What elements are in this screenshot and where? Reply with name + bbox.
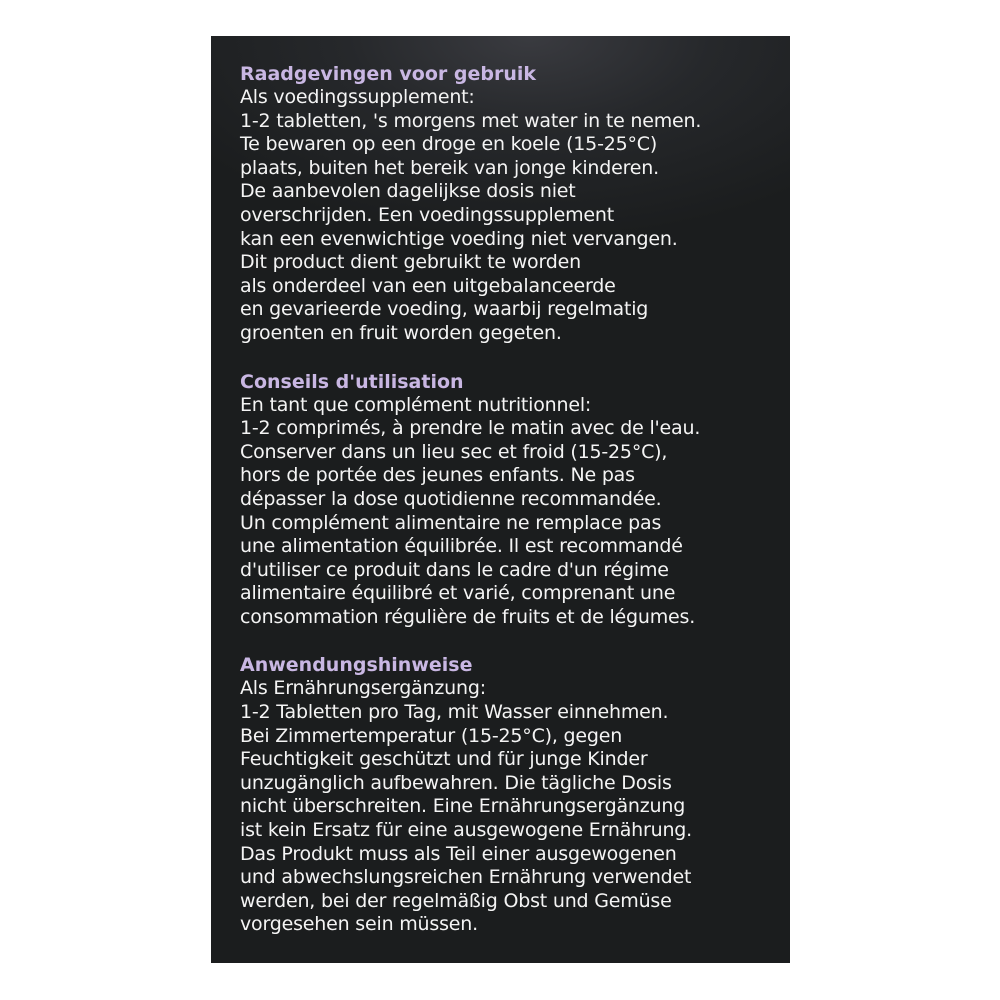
section-french bbox=[240, 370, 790, 630]
text-line: consommation régulière de fruits et de légumes. bbox=[240, 605, 696, 628]
text-line: Conserver dans un lieu sec et froid (15-25°C), bbox=[240, 440, 668, 463]
text-line: Bei Zimmertemperatur (15-25°C), gegen bbox=[240, 724, 623, 747]
text-line: En tant que complément nutritionnel: bbox=[240, 393, 592, 416]
text-line: vorgesehen sein müssen. bbox=[240, 913, 478, 936]
text-line: Feuchtigkeit geschützt und für junge Kinder bbox=[240, 748, 648, 771]
text-line: Un complément alimentaire ne remplace pas bbox=[240, 511, 662, 534]
text-line: unzugänglich aufbewahren. Die tägliche Dosis bbox=[240, 771, 672, 794]
text-line: Als Ernährungsergänzung: bbox=[240, 677, 486, 700]
text-line: werden, bei der regelmäßig Obst und Gemüse bbox=[240, 889, 672, 912]
text-line: De aanbevolen dagelijkse dosis niet bbox=[240, 180, 576, 203]
text-line: alimentaire équilibré et varié, comprenant une bbox=[240, 582, 676, 605]
text-line: Das Produkt muss als Teil einer ausgewogenen bbox=[240, 842, 677, 865]
text-line: dépasser la dose quotidienne recommandée. bbox=[240, 487, 662, 510]
text-line: kan een evenwichtige voeding niet vervangen. bbox=[240, 227, 678, 250]
text-line: nicht überschreiten. Eine Ernährungsergänzung bbox=[240, 795, 686, 818]
text-line: overschrijden. Een voedingssupplement bbox=[240, 203, 614, 226]
text-line: une alimentation équilibrée. Il est recommandé bbox=[240, 535, 683, 558]
text-line: 1-2 comprimés, à prendre le matin avec de l'eau. bbox=[240, 417, 701, 440]
section-german bbox=[240, 653, 790, 937]
section-heading: Anwendungshinweise bbox=[240, 654, 473, 677]
text-line: ist kein Ersatz für eine ausgewogene Ernährung. bbox=[240, 819, 693, 842]
text-line: hors de portée des jeunes enfants. Ne pas bbox=[240, 464, 635, 487]
section-heading: Conseils d'utilisation bbox=[240, 370, 464, 393]
instructions-panel bbox=[211, 36, 790, 963]
text-line: d'utiliser ce produit dans le cadre d'un régime bbox=[240, 558, 669, 581]
text-line: 1-2 tabletten, 's morgens met water in te nemen. bbox=[240, 109, 702, 132]
text-line: 1-2 Tabletten pro Tag, mit Wasser einnehmen. bbox=[240, 701, 669, 724]
text-line: Dit product dient gebruikt te worden bbox=[240, 251, 581, 274]
text-line: en gevarieerde voeding, waarbij regelmatig bbox=[240, 298, 649, 321]
text-line: und abwechslungsreichen Ernährung verwendet bbox=[240, 866, 692, 889]
text-line: groenten en fruit worden gegeten. bbox=[240, 321, 562, 344]
text-line: als onderdeel van een uitgebalanceerde bbox=[240, 274, 616, 297]
section-heading: Raadgevingen voor gebruik bbox=[240, 63, 537, 85]
text-line: Als voedingssupplement: bbox=[240, 86, 475, 108]
text-line: plaats, buiten het bereik van jonge kinderen. bbox=[240, 156, 659, 179]
text-line: Te bewaren op een droge en koele (15-25°C) bbox=[240, 133, 658, 156]
section-dutch bbox=[240, 62, 790, 346]
